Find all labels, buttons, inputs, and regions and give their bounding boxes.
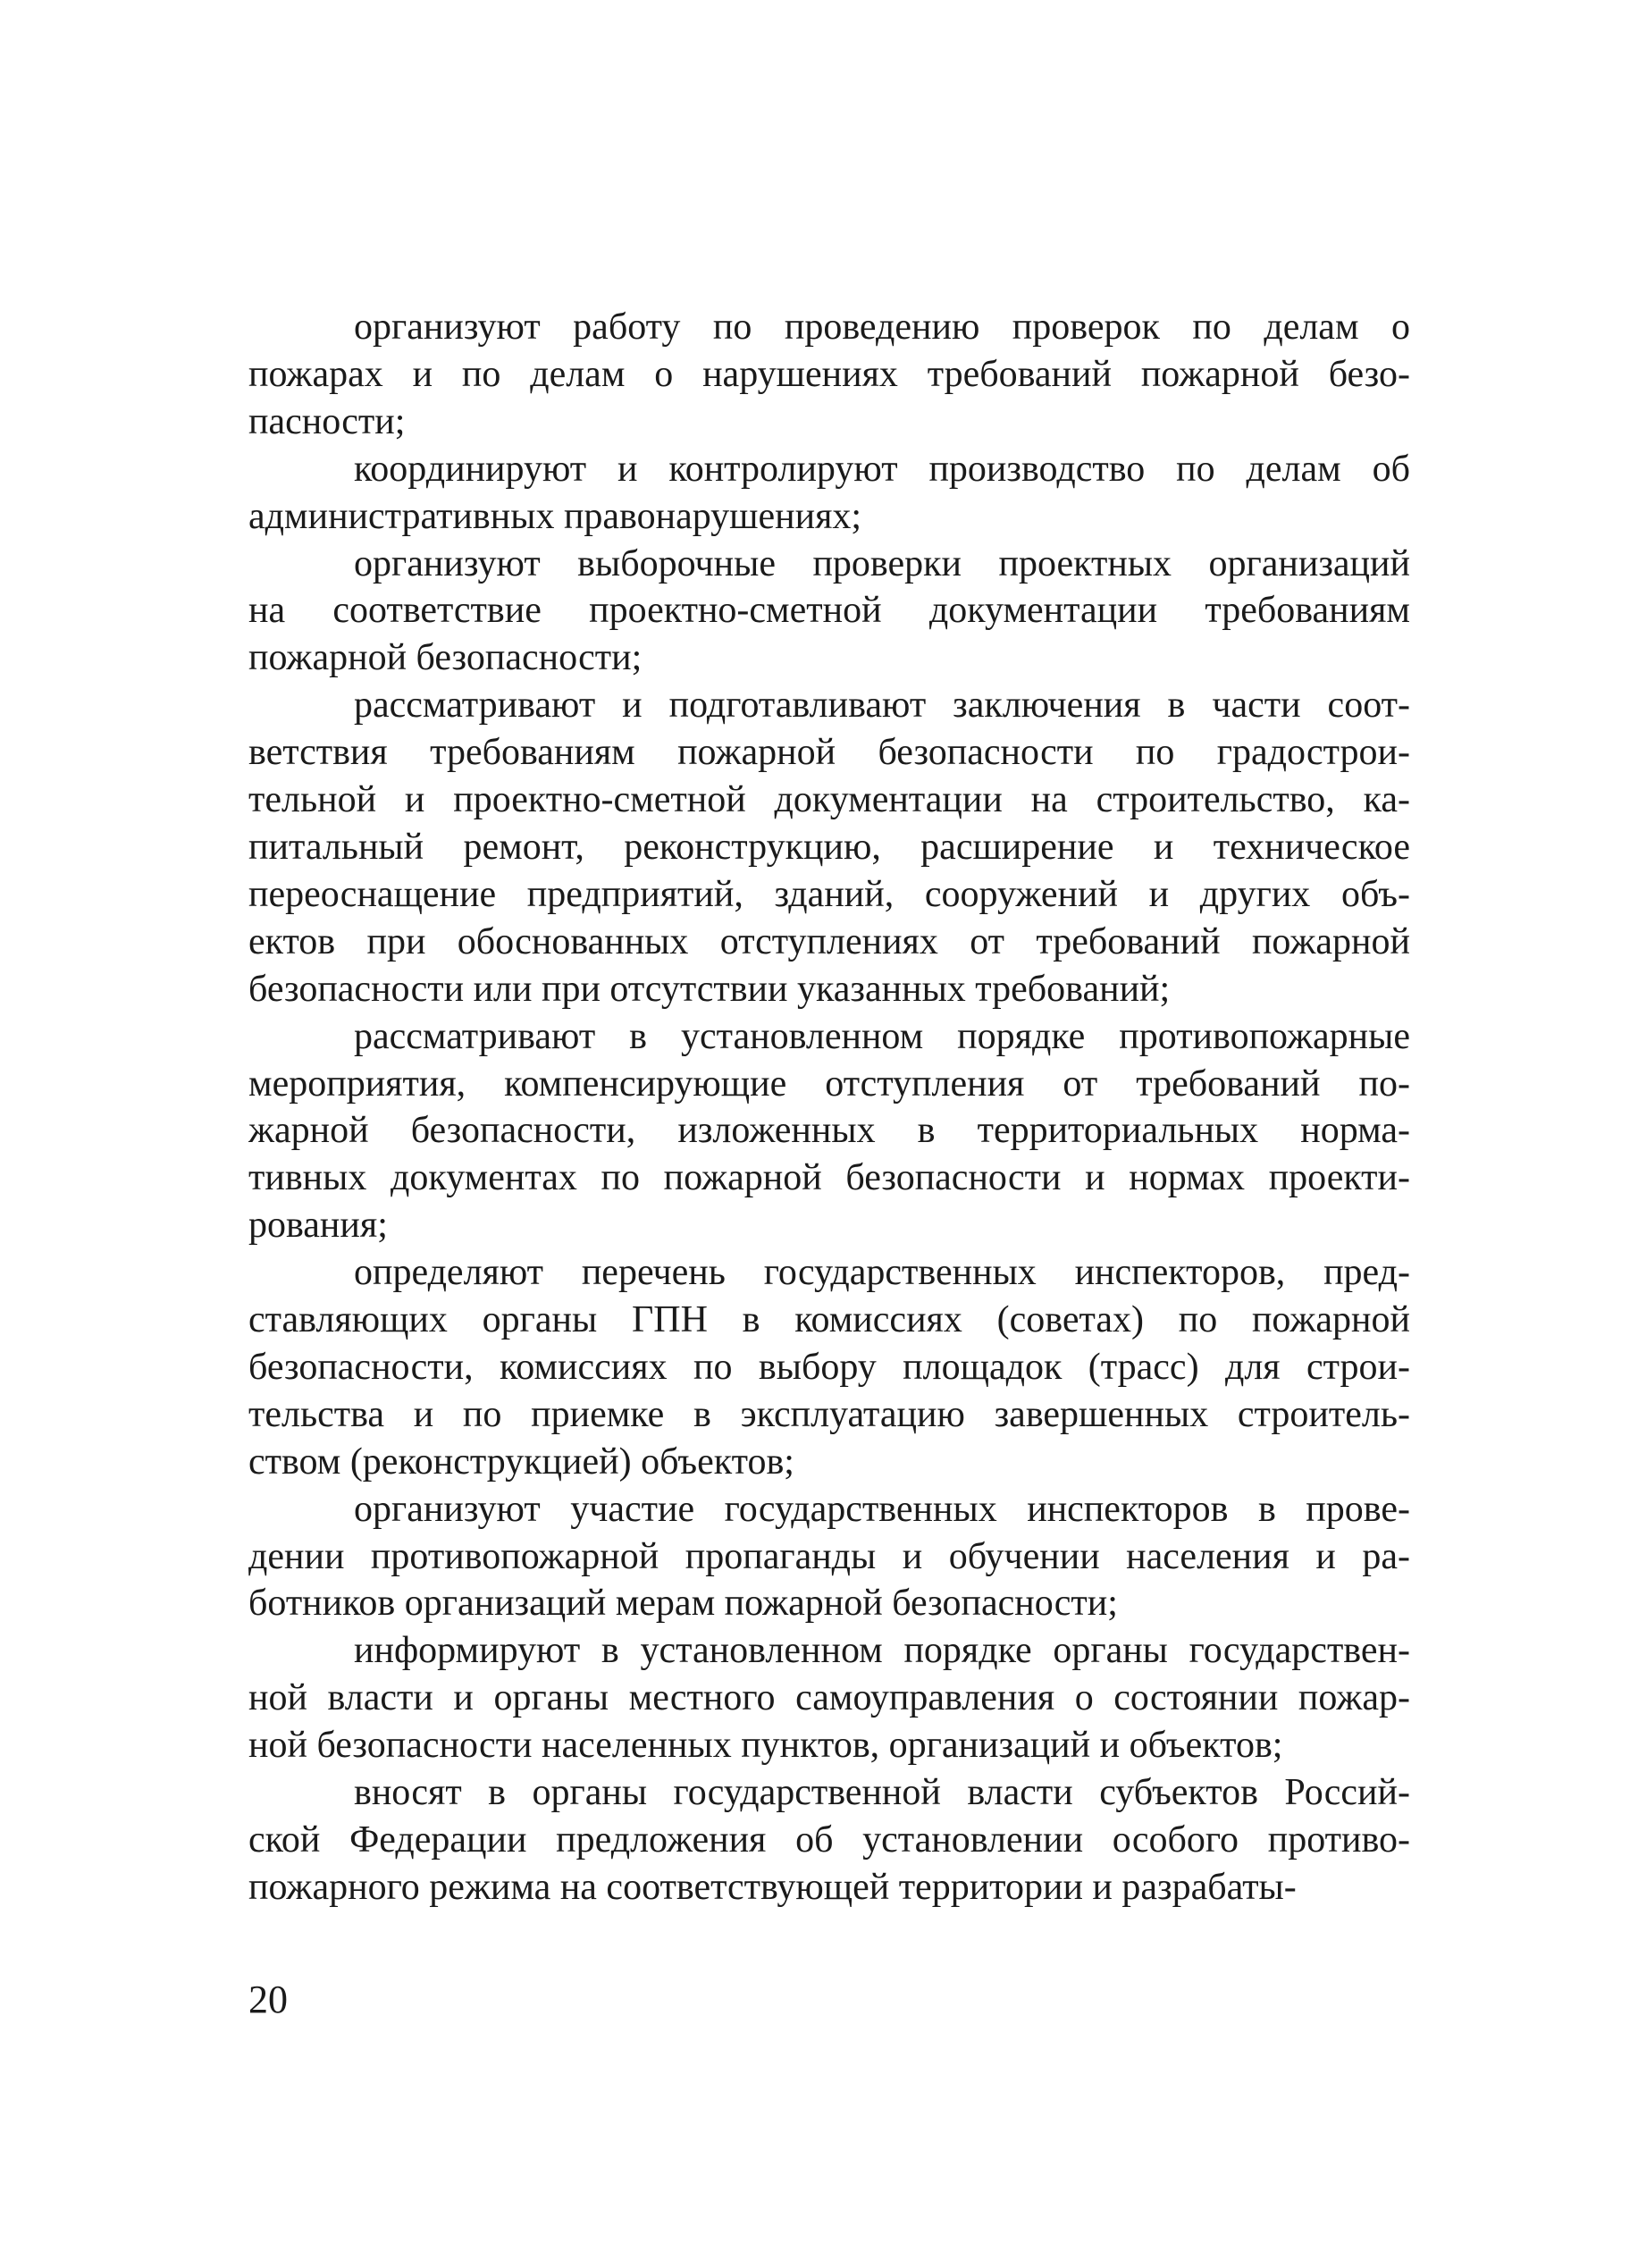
text-line: информируют в установленном порядке органы государствен- (354, 1630, 1410, 1672)
text-line: ством (реконструкцией) объектов; (248, 1441, 794, 1483)
text-line: переоснащение предприятий, зданий, сооружений и других объ- (248, 873, 1410, 915)
text-line: вносят в органы государственной власти субъектов Россий- (354, 1772, 1410, 1814)
text-line: безопасности, комиссиях по выбору площадок (трасс) для строи- (248, 1346, 1410, 1388)
body-text (248, 304, 1410, 1911)
text-line: ной безопасности населенных пунктов, организаций и объектов; (248, 1725, 1283, 1767)
text-line: организуют выборочные проверки проектных организаций (354, 542, 1410, 584)
text-line: организуют работу по проведению проверок по делам о (354, 307, 1410, 348)
text-line: ской Федерации предложения об установлении особого противо- (248, 1819, 1410, 1861)
paragraph (248, 1249, 1410, 1486)
text-line: жарной безопасности, изложенных в территориальных норма- (248, 1110, 1410, 1152)
text-line: дении противопожарной пропаганды и обучении населения и ра- (248, 1535, 1410, 1577)
text-line: ставляющих органы ГПН в комиссиях (советах) по пожарной (248, 1299, 1410, 1341)
text-line: рассматривают в установленном порядке противопожарные (354, 1015, 1410, 1057)
text-line: пожарного режима на соответствующей территории и разрабаты- (248, 1866, 1297, 1908)
text-line: на соответствие проектно-сметной документации требованиям (248, 590, 1410, 632)
text-line: тельства и по приемке в эксплуатацию завершенных строитель- (248, 1393, 1410, 1435)
paragraph (248, 1486, 1410, 1628)
text-line: определяют перечень государственных инспекторов, пред- (354, 1252, 1410, 1294)
text-line: пожарах и по делам о нарушениях требований пожарной безо- (248, 353, 1410, 395)
paragraph (248, 1013, 1410, 1250)
text-line: тивных документах по пожарной безопасности и нормах проекти- (248, 1157, 1410, 1199)
paragraph (248, 682, 1410, 1012)
paragraph (248, 446, 1410, 541)
paragraph (248, 541, 1410, 683)
text-line: ной власти и органы местного самоуправления о состоянии пожар- (248, 1677, 1410, 1719)
text-line: пожарной безопасности; (248, 637, 643, 679)
text-line: ботников организаций мерам пожарной безопасности; (248, 1583, 1118, 1625)
paragraph (248, 1769, 1410, 1911)
text-line: рования; (248, 1205, 388, 1247)
text-line: рассматривают и подготавливают заключения в части соот- (354, 685, 1410, 727)
text-line: ектов при обоснованных отступлениях от требований пожарной (248, 920, 1410, 962)
page-number: 20 (248, 1978, 288, 2021)
paragraph (248, 304, 1410, 446)
text-line: тельной и проектно-сметной документации на строительство, ка- (248, 779, 1410, 821)
text-line: мероприятия, компенсирующие отступления от требований по- (248, 1063, 1410, 1105)
text-line: ветствия требованиям пожарной безопасности по градострои- (248, 732, 1410, 774)
paragraph (248, 1627, 1410, 1769)
text-line: безопасности или при отсутствии указанных требований; (248, 968, 1171, 1010)
text-line: питальный ремонт, реконструкцию, расширение и техническое (248, 826, 1410, 868)
text-line: координируют и контролируют производство по делам об (354, 448, 1410, 490)
text-line: пасности; (248, 400, 406, 442)
text-line: административных правонарушениях; (248, 495, 862, 537)
text-line: организуют участие государственных инспекторов в прове- (354, 1488, 1410, 1530)
